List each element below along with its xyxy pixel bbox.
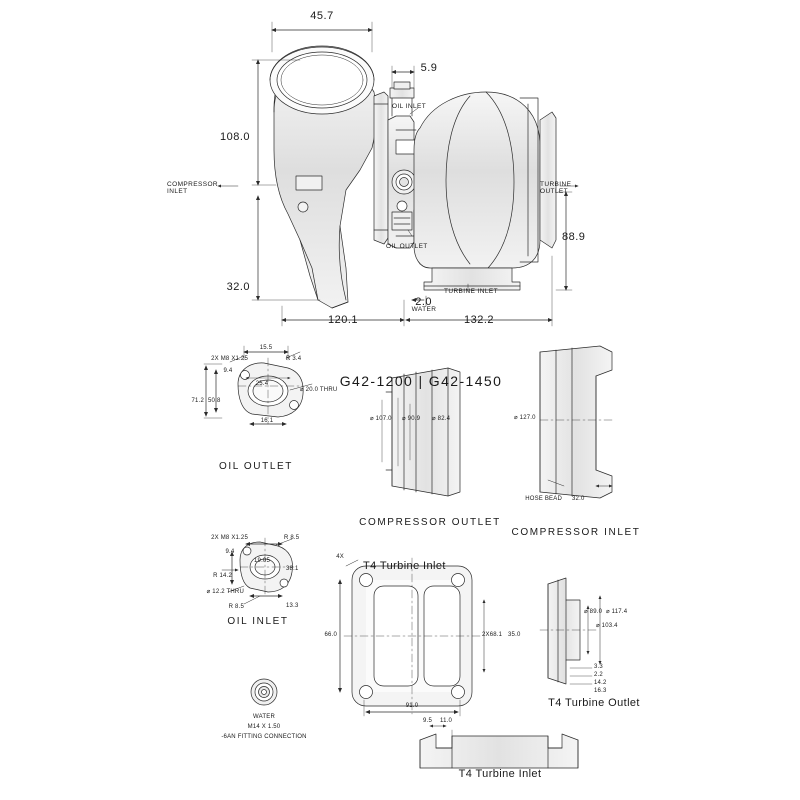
dim-ci-127: ⌀ 127.0 xyxy=(514,415,536,421)
dim-oi-r14-2: R 14.2 xyxy=(213,573,232,579)
dim-to-3-3: 3.3 xyxy=(594,664,603,670)
water-fitting-note: -6AN FITTING CONNECTION xyxy=(221,734,307,740)
dim-oi-r85-bot: R 8.5 xyxy=(228,604,244,610)
view-title-compressor-inlet: COMPRESSOR INLET xyxy=(511,527,641,538)
view-title-oil-inlet: OIL INLET xyxy=(227,616,289,627)
dim-t4-35: 35.0 xyxy=(508,632,521,638)
dim-ti-9-5: 9.5 xyxy=(423,718,432,724)
dim-t4-91: 91.0 xyxy=(405,703,419,709)
view-title-t4-turbine-inlet-flange: T4 Turbine Inlet xyxy=(363,560,446,572)
view-title-t4-turbine-outlet: T4 Turbine Outlet xyxy=(548,697,640,709)
dim-oi-13-3: 13.3 xyxy=(286,603,299,609)
dim-t4-4x: 4X xyxy=(336,554,344,560)
dim-oo-15-5: 15.5 xyxy=(259,345,273,351)
dim-oo-16-1: 16.1 xyxy=(260,418,274,424)
callout-compressor-inlet: COMPRESSOR INLET xyxy=(167,181,218,195)
dim-top-width: 45.7 xyxy=(310,10,334,22)
view-title-compressor-outlet: COMPRESSOR OUTLET xyxy=(359,517,501,528)
dim-ti-11-0: 11.0 xyxy=(440,718,453,724)
dim-to-89: ⌀ 89.0 xyxy=(584,609,603,615)
water-thread-spec: M14 X 1.50 xyxy=(247,724,281,730)
dim-oo-20-thru: ⌀ 20.0 THRU xyxy=(300,387,338,393)
dim-to-117-4: ⌀ 117.4 xyxy=(606,609,628,615)
callout-turbine-outlet: TURBINE OUTLET xyxy=(540,181,572,195)
dim-oo-71-2: 71.2 xyxy=(191,398,204,404)
dim-to-2-2: 2.2 xyxy=(594,672,603,678)
dim-oi-9-4: 9.4 xyxy=(225,549,235,555)
dim-oo-50-8: 50.8 xyxy=(208,398,221,404)
callout-turbine-inlet: TURBINE INLET xyxy=(444,288,498,295)
note-hose-bead: HOSE BEAD xyxy=(525,496,562,502)
dim-co-90-9: ⌀ 90.9 xyxy=(402,416,421,422)
dim-water-port: 2.0 xyxy=(415,296,432,308)
dim-oo-9-4: 9.4 xyxy=(223,368,233,374)
callout-oil-outlet: OIL OUTLET xyxy=(386,243,428,250)
callout-water: WATER xyxy=(411,306,437,313)
dim-to-16-3: 16.3 xyxy=(594,688,607,694)
dim-co-107: ⌀ 107.0 xyxy=(370,416,392,422)
dim-to-14-2: 14.2 xyxy=(594,680,607,686)
dim-co-82-4: ⌀ 82.4 xyxy=(432,416,451,422)
dim-oil-inlet-offset: 5.9 xyxy=(420,62,438,74)
dim-oo-25-4: 25.4 xyxy=(255,381,269,387)
dim-oi-38-1: 38.1 xyxy=(286,566,299,572)
view-title-water: WATER xyxy=(253,714,275,720)
dim-oo-thread: 2X M8 X1.25 xyxy=(211,356,248,362)
dim-t4-66: 66.0 xyxy=(324,632,337,638)
dim-to-103-4: ⌀ 103.4 xyxy=(596,623,618,629)
dim-oi-12-2-thru: ⌀ 12.2 THRU xyxy=(206,589,244,595)
dim-t4-2x68-1: 2X68.1 xyxy=(482,632,503,638)
dim-turbine-height: 88.9 xyxy=(562,231,586,243)
dim-oi-19-05: 19.05 xyxy=(253,558,271,564)
model-title: G42-1200 | G42-1450 xyxy=(339,373,503,389)
dim-ci-32: 32.0 xyxy=(572,496,585,502)
dim-oi-thread: 2X M8 X1.25 xyxy=(211,535,248,541)
view-title-t4-turbine-inlet-section: T4 Turbine Inlet xyxy=(458,768,542,780)
dim-oo-r34: R 3.4 xyxy=(286,356,302,362)
view-title-oil-outlet: OIL OUTLET xyxy=(219,461,293,472)
dim-oi-r85-top: R 8.5 xyxy=(284,535,300,541)
dim-lower-height: 32.0 xyxy=(226,281,250,293)
dim-overall-height: 108.0 xyxy=(219,131,250,143)
callout-oil-inlet: OIL INLET xyxy=(392,103,427,110)
dim-turbine-length: 132.2 xyxy=(463,314,495,326)
dim-compressor-length: 120.1 xyxy=(327,314,359,326)
